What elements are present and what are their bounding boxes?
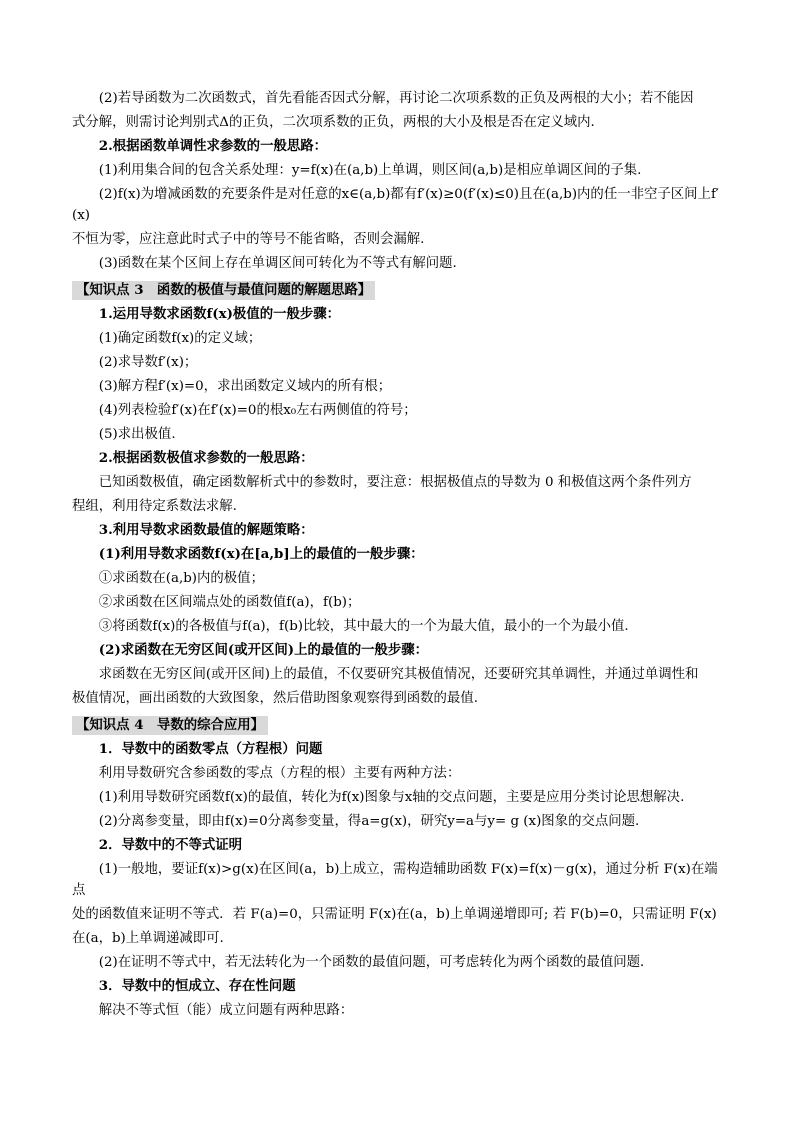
text-line: (4)列表检验f′(x)在f′(x)=0的根x₀左右两侧值的符号； [98,403,417,418]
text-line: (2)分离参变量，即由f(x)=0分离参变量，得a=g(x)，研究y=a与y= g (x)图象的交点问题. [98,814,640,829]
text-line: 利用导数研究含参函数的零点（方程的根）主要有两种方法： [98,766,461,781]
knowledge-point-4-banner: 【知识点 4 导数的综合应用】 [72,716,268,735]
section-heading: 2．导数中的不等式证明 [98,837,243,853]
text-line: 极值情况，画出函数的大致图象，然后借助图象观察得到函数的最值. [72,691,478,706]
text-line: 处的函数值来证明不等式．若 F(a)=0，只需证明 F(x)在(a，b)上单调递增即可; 若 F(b)=0，只需证明 F(x) [72,907,717,922]
text-line: (1)一般地，要证f(x)>g(x)在区间(a，b)上成立，需构造辅助函数 F(x)=f(x)－g(x)，通过分析 F(x)在端点 [72,862,718,898]
text-line: (5)求出极值. [98,427,176,442]
section-heading: 2.根据函数极值求参数的一般思路： [98,450,314,466]
text-line: (2)求导数f′(x)； [98,355,198,370]
text-line: (1)确定函数f(x)的定义域； [98,331,262,346]
section-heading: 1．导数中的函数零点（方程根）问题 [98,741,323,757]
text-line: (3)解方程f′(x)=0，求出函数定义域内的所有根； [98,379,392,394]
text-line: ①求函数在(a,b)内的极值； [98,571,264,586]
text-line: (2)若导函数为二次函数式，首先看能否因式分解，再讨论二次项系数的正负及两根的大小；若不能因 [98,91,694,106]
text-line: (2)在证明不等式中，若无法转化为一个函数的最值问题，可考虑转化为两个函数的最值问题． [98,955,654,970]
text-line: (2)f(x)为增减函数的充要条件是对任意的x∈(a,b)都有f′(x)≥0(f′(x)≤0)且在(a,b)内的任一非空子区间上f′(x) [72,187,719,223]
text-line: (1)利用导数研究函数f(x)的最值，转化为f(x)图象与x轴的交点问题，主要是应用分类讨论思想解决. [98,790,685,805]
knowledge-point-3-banner: 【知识点 3 函数的极值与最值问题的解题思路】 [72,281,375,300]
text-line: 在(a，b)上单调递减即可. [72,931,224,946]
section-heading: 3．导数中的恒成立、存在性问题 [98,978,296,994]
section-heading: 1.运用导数求函数f(x)极值的一般步骤： [98,306,341,322]
text-line: ③将函数f(x)的各极值与f(a)，f(b)比较，其中最大的一个为最大值，最小的一个为最小值. [98,619,629,634]
sub-heading: (1)利用导数求函数f(x)在[a,b]上的最值的一般步骤： [98,546,424,562]
document-body [72,88,724,1024]
text-line: 已知函数极值，确定函数解析式中的参数时，要注意：根据极值点的导数为 0 和极值这两个条件列方 [98,475,692,490]
text-line: 求函数在无穷区间(或开区间)上的最值，不仅要研究其极值情况，还要研究其单调性，并通过单调性和 [98,667,699,682]
text-line: 程组，利用待定系数法求解. [72,499,237,514]
sub-heading: (2)求函数在无穷区间(或开区间)上的最值的一般步骤： [98,642,429,658]
text-line: 解决不等式恒（能）成立问题有两种思路： [98,1003,354,1018]
section-heading: 3.利用导数求函数最值的解题策略： [98,522,314,538]
text-line: 不恒为零，应注意此时式子中的等号不能省略，否则会漏解. [72,232,425,247]
text-line: 式分解，则需讨论判别式Δ的正负，二次项系数的正负，两根的大小及根是否在定义域内. [72,115,595,130]
text-line: ②求函数在区间端点处的函数值f(a)，f(b)； [98,595,361,610]
section-heading: 2.根据函数单调性求参数的一般思路： [98,138,328,154]
text-line: (3)函数在某个区间上存在单调区间可转化为不等式有解问题. [98,256,457,271]
text-line: (1)利用集合间的包含关系处理：y=f(x)在(a,b)上单调，则区间(a,b)是相应单调区间的子集. [98,163,642,178]
